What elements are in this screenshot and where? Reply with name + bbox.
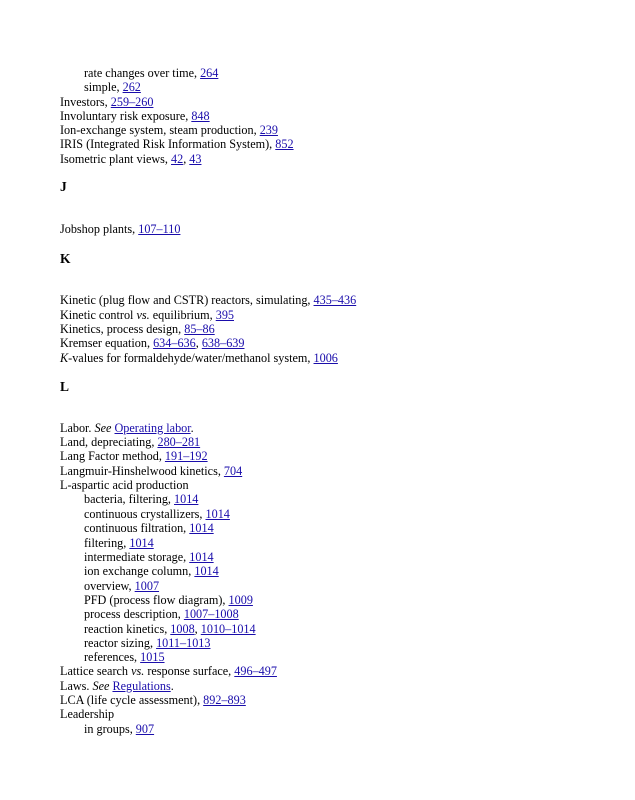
index-entry-iris	[60, 137, 294, 151]
index-entry-kinetics-design	[60, 322, 215, 336]
page-link-280-281[interactable]: 280–281	[157, 435, 201, 449]
page-link-892-893[interactable]: 892–893	[203, 693, 246, 707]
page-link-704[interactable]: 704	[223, 464, 243, 478]
entry-text: ion exchange column,	[84, 564, 195, 578]
page-link-43[interactable]: 43	[189, 152, 202, 166]
index-entry-kinetic-control	[60, 308, 234, 322]
index-entry-k-values	[60, 351, 338, 365]
index-entry-crystallizers	[84, 507, 230, 521]
entry-text: -values for formaldehyde/water/methanol system,	[68, 351, 314, 365]
entry-text: reactor sizing,	[84, 636, 157, 650]
see-link-operating-labor[interactable]: Operating labor	[114, 421, 191, 435]
index-entry-continuous-filtration	[84, 521, 214, 535]
index-entry-lang-factor	[60, 449, 208, 463]
entry-text: references,	[84, 650, 141, 664]
page-link-1014[interactable]: 1014	[174, 492, 199, 506]
page-link-259-260[interactable]: 259–260	[110, 95, 154, 109]
page-link-264[interactable]: 264	[200, 66, 219, 80]
page-link-1008[interactable]: 1008	[170, 622, 195, 636]
entry-text: continuous crystallizers,	[84, 507, 206, 521]
index-entry-kinetic-reactors	[60, 293, 356, 307]
index-entry-laws	[60, 679, 174, 693]
index-entry-in-groups	[84, 722, 154, 736]
entry-text: simple,	[84, 80, 123, 94]
page-link-1014[interactable]: 1014	[194, 564, 219, 578]
entry-text: overview,	[84, 579, 135, 593]
entry-text: continuous filtration,	[84, 521, 190, 535]
entry-text: L-aspartic acid production	[60, 478, 189, 492]
entry-text: intermediate storage,	[84, 550, 190, 564]
entry-text: .	[170, 679, 174, 693]
index-entry-l-aspartic	[60, 478, 189, 492]
index-entry-involuntary-risk	[60, 109, 210, 123]
page-link-1014[interactable]: 1014	[189, 550, 214, 564]
entry-text: Langmuir-Hinshelwood kinetics,	[60, 464, 224, 478]
index-entry-isometric	[60, 152, 201, 166]
entry-text: Land, depreciating,	[60, 435, 158, 449]
page-link-1009[interactable]: 1009	[228, 593, 253, 607]
separator: ,	[195, 336, 202, 350]
entry-italic: See	[92, 679, 110, 693]
index-entry-pfd	[84, 593, 253, 607]
page-link-1010-1014[interactable]: 1010–1014	[200, 622, 256, 636]
page-link-191-192[interactable]: 191–192	[164, 449, 208, 463]
page-link-634-636[interactable]: 634–636	[153, 336, 196, 350]
entry-text: Jobshop plants,	[60, 222, 139, 236]
entry-text: Isometric plant views,	[60, 152, 172, 166]
entry-text: reaction kinetics,	[84, 622, 171, 636]
index-entry-bacteria	[84, 492, 198, 506]
index-entry-process-description	[84, 607, 239, 621]
page-link-1007-1008[interactable]: 1007–1008	[183, 607, 239, 621]
entry-text: rate changes over time,	[84, 66, 201, 80]
index-entry-lca	[60, 693, 246, 707]
index-entry-labor	[60, 421, 194, 435]
page-link-262[interactable]: 262	[122, 80, 141, 94]
page-link-435-436[interactable]: 435–436	[313, 293, 357, 307]
entry-text: process description,	[84, 607, 184, 621]
section-heading-j: J	[60, 179, 67, 194]
entry-text: Labor.	[60, 421, 95, 435]
page-link-1007[interactable]: 1007	[134, 579, 160, 593]
entry-text: Lang Factor method,	[60, 449, 165, 463]
index-entry-reactor-sizing	[84, 636, 210, 650]
entry-text: Kinetics, process design,	[60, 322, 185, 336]
index-entry-ion-exchange	[60, 123, 278, 137]
index-entry-intermediate-storage	[84, 550, 214, 564]
page-link-1014[interactable]: 1014	[205, 507, 230, 521]
entry-text: response surface,	[144, 664, 235, 678]
page-link-1014[interactable]: 1014	[129, 536, 154, 550]
index-entry-ion-exchange-column	[84, 564, 219, 578]
entry-text: LCA (life cycle assessment),	[60, 693, 204, 707]
index-entry-reaction-kinetics	[84, 622, 256, 636]
page-link-907[interactable]: 907	[135, 722, 155, 736]
page-link-42[interactable]: 42	[171, 152, 184, 166]
index-entry-leadership	[60, 707, 114, 721]
index-entry-jobshop	[60, 222, 180, 236]
entry-text: IRIS (Integrated Risk Information System),	[60, 137, 276, 151]
index-entry-kremser	[60, 336, 244, 350]
entry-text: Leadership	[60, 707, 115, 721]
index-entry-overview	[84, 579, 159, 593]
separator: ,	[183, 152, 190, 166]
page-link-1014[interactable]: 1014	[189, 521, 214, 535]
entry-text: Involuntary risk exposure,	[60, 109, 192, 123]
index-entry-rate-changes	[84, 66, 218, 80]
entry-text: equilibrium,	[149, 308, 216, 322]
index-entry-filtering	[84, 536, 154, 550]
entry-text: filtering,	[84, 536, 130, 550]
separator: ,	[194, 622, 201, 636]
page-link-239[interactable]: 239	[259, 123, 278, 137]
index-entry-investors	[60, 95, 153, 109]
entry-text: PFD (process flow diagram),	[84, 593, 229, 607]
entry-text: in groups,	[84, 722, 136, 736]
entry-text: Kremser equation,	[60, 336, 154, 350]
index-entry-lattice-search	[60, 664, 277, 678]
page-link-395[interactable]: 395	[215, 308, 234, 322]
entry-text: Investors,	[60, 95, 111, 109]
section-heading-k: K	[60, 251, 71, 266]
index-entry-land	[60, 435, 200, 449]
entry-text: .	[190, 421, 194, 435]
entry-italic: See	[94, 421, 112, 435]
section-heading-l: L	[60, 379, 70, 394]
entry-text: Lattice search	[60, 664, 132, 678]
entry-text: Ion-exchange system, steam production,	[60, 123, 260, 137]
page-link-107-110[interactable]: 107–110	[138, 222, 181, 236]
entry-text: Laws.	[60, 679, 93, 693]
page-link-496-497[interactable]: 496–497	[234, 664, 277, 678]
page-link-1015[interactable]: 1015	[140, 650, 165, 664]
entry-italic: vs.	[136, 308, 150, 322]
page-link-85-86[interactable]: 85–86	[184, 322, 215, 336]
entry-italic: vs.	[131, 664, 145, 678]
entry-text: Kinetic (plug flow and CSTR) reactors, simulating,	[60, 293, 314, 307]
page-link-848[interactable]: 848	[191, 109, 210, 123]
page-link-638-639[interactable]: 638–639	[201, 336, 245, 350]
index-entry-langmuir	[60, 464, 242, 478]
entry-italic: K	[60, 351, 69, 365]
index-entry-simple	[84, 80, 141, 94]
entry-text: bacteria, filtering,	[84, 492, 175, 506]
see-link-regulations[interactable]: Regulations	[112, 679, 171, 693]
page-link-852[interactable]: 852	[275, 137, 294, 151]
page-link-1011-1013[interactable]: 1011–1013	[156, 636, 211, 650]
entry-text: Kinetic control	[60, 308, 137, 322]
index-entry-references	[84, 650, 165, 664]
page-link-1006[interactable]: 1006	[313, 351, 338, 365]
